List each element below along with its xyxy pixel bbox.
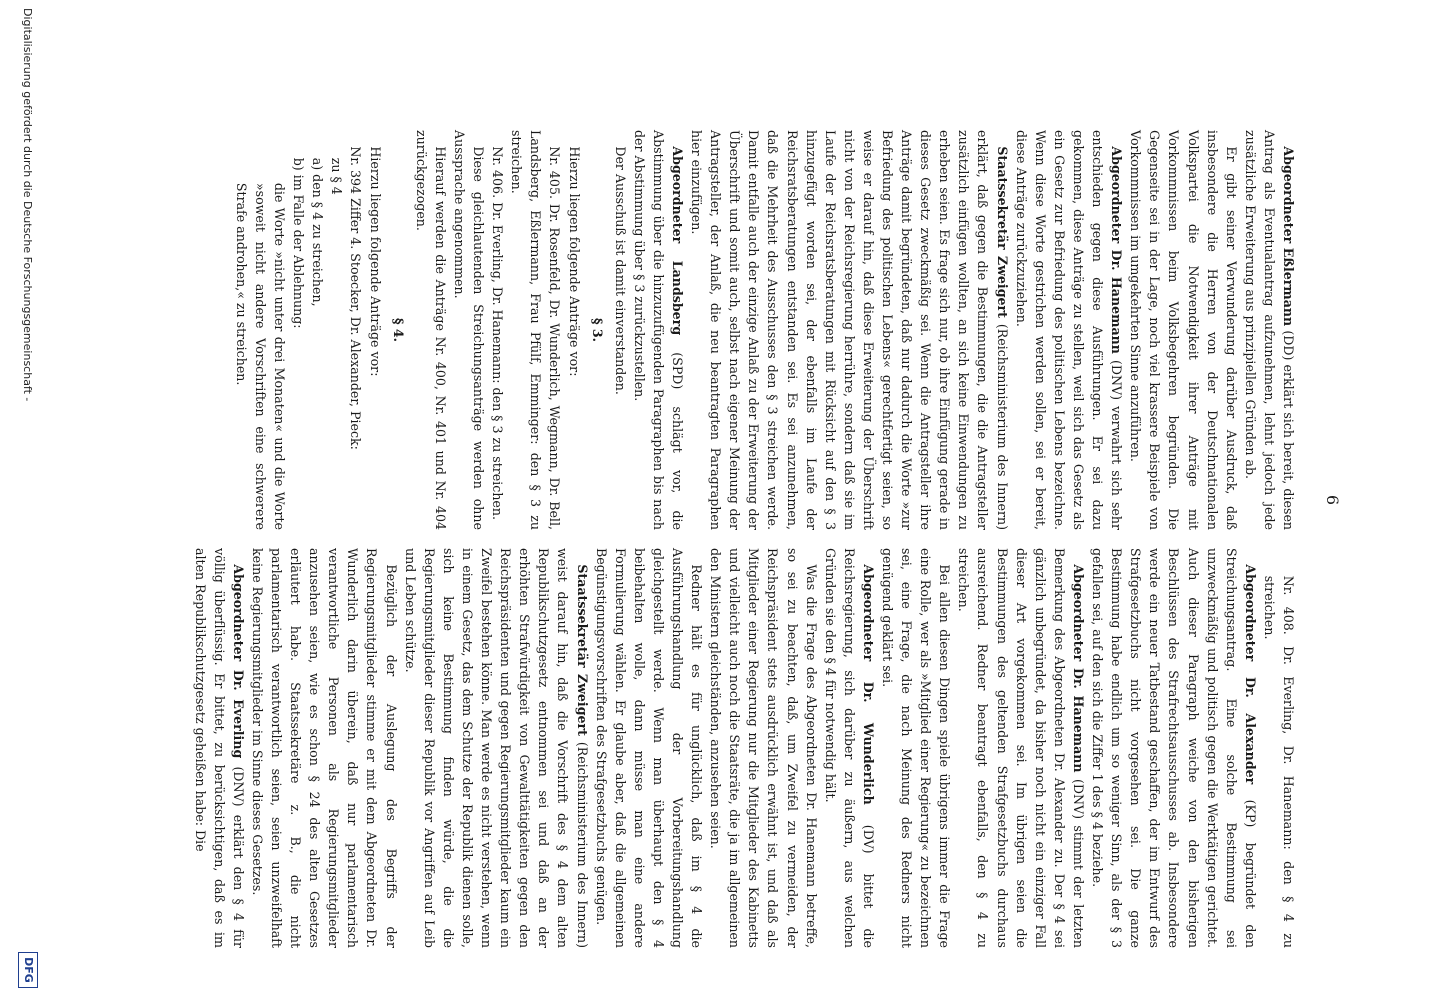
paragraph-text: (SPD) schlägt vor, die Abstimmung über die hinzuzufügenden Paragraphen bis nach der Abstimmung über § 3 zurückzustellen.: [631, 130, 685, 530]
right-column: [191, 548, 1298, 948]
paragraph-text: Redner hält es für unglücklich, daß im § 4 die Ausführungshandlung der Vorbereitungshandlung gleichgestellt werde. Wenn man überhaupt den § 4 beibehalten wolle, dann müsse man eine andere Formulierung wählen. Er glaube aber, daß die allgemeinen Begünstigungsvorschriften des Strafgesetzbuchs genügen.: [593, 548, 705, 948]
page-number: 6: [1323, 494, 1342, 506]
paragraph-text: Er gibt seiner Verwunderung darüber Ausdruck, daß insbesondere die Herren von der Deutschnationalen Volkspartei die Notwendigkeit ihrer Anträge mit Vorkommnissen beim Volksbegehren begründen. Die Gegenseite sei in der Lage, noch viel krassere Beispiele von Vorkommnissen im umgekehrten Sinne anzuführen.: [1128, 130, 1239, 530]
paragraph-text: Bei allen diesen Dingen spiele übrigens immer die Frage eine Rolle, wer als »Mitglied einer Regierung« zu bezeichnen sei, eine Frage, die nach Meinung des Redners nicht genügend geklärt sei.: [880, 548, 953, 948]
paragraph: [821, 548, 878, 948]
speaker-name: Abgeordneter Dr. Wunderlich: [860, 564, 876, 805]
paragraph: [687, 130, 1012, 530]
paragraph-text: Der Ausschuß ist damit einverstanden.: [612, 146, 628, 395]
paragraph-text: (Reichsministerium des Innern) weist darauf hin, daß die Vorschrift des § 4 dem alten Republikschutzgesetz entnommen sei und daß an der erhöhten Strafwürdigkeit von Gewalttätigkeiten gegen den Reichspräsidenten und gegen Regierungsmitglieder kaum ein Zweifel bestehen könne. Man werde es nicht verstehen, wenn in einem Gesetz, das dem Schutze der Republik dienen solle, sich keine Bestimmung finden würde, die die Regierungsmitglieder dieser Republik vor Angriffen auf Leib und Leben schütze.: [402, 548, 590, 949]
paragraph-text: a) den § 4 zu streichen,: [310, 157, 326, 307]
paragraph-text: b) im Falle der Ablehnung:: [291, 157, 307, 329]
paragraph: [1260, 548, 1298, 948]
footer: [12, 0, 42, 1000]
paragraph: [1012, 130, 1127, 530]
paragraph-text: Hierzu liegen folgende Anträge vor:: [566, 146, 582, 377]
paragraph-text: Hierzu liegen folgende Anträge vor:: [367, 146, 383, 377]
dfg-logo: DFG: [18, 952, 38, 988]
paragraph: [401, 548, 592, 948]
paragraph: [232, 130, 289, 530]
speaker-name: Abgeordneter Landsberg: [670, 146, 685, 336]
speaker-name: Abgeordneter Dr. Everling: [230, 564, 246, 759]
paragraph-text: (KP) begründet den Streichungsantrag. Eine solche Bestimmung sei unzweckmäßig und politisch gegen die Werktätigen gerichtet. Auch dieser Paragraph weiche von den bisherigen Beschlüssen des Strafrechtsausschusses ab. Insbesondere werde ein neuer Tatbestand geschaffen, der im Entwurf des Strafgesetzbuchs nicht vorgesehen sei. Die ganze Bestimmung habe endlich um so weniger Sinn, als der § 3 gefallen sei, auf den sich die Ziffer 1 des § 4 beziehe.: [1090, 548, 1258, 948]
paragraph: [450, 130, 488, 530]
speaker-name: Abgeordneter Dr. Hanemann: [1109, 146, 1125, 354]
paragraph: [1241, 130, 1298, 530]
paragraph: [346, 130, 365, 530]
paragraph-text: Nr. 408. Dr. Everling, Dr. Hanemann: den § 4 zu streichen.: [1261, 575, 1296, 948]
speaker-name: Staatssekretär Zweigert: [994, 146, 1010, 318]
paragraph: [588, 130, 607, 530]
paragraph-text: (DD) erklärt sich bereit, diesen Antrag als Eventualantrag aufzunehmen, lehnt jedoch jede zusätzliche Erweiterung aus prinzipiellen Gründen ab.: [1242, 130, 1296, 531]
paragraph-text: (DNV) stimmt der letzten Bemerkung des Abgeordneten Dr. Alexander zu. Der § 4 sei gänzlich unbegründet, da bisher noch nicht ein einziger Fall dieser Art vorgekommen sei. Im übrigen seien die Bestimmungen des geltenden Strafgesetzbuchs durchaus ausreichend. Redner beantragt ebenfalls, den § 4 zu streichen.: [956, 548, 1086, 948]
speaker-name: Abgeordneter Eßlermann: [1281, 146, 1296, 327]
paragraph-text: (DNV) verwahrt sich sehr entschieden gegen diese Ausführungen. Er sei dazu gekommen, diese Anträge zu stellen, weil sich das Gesetz als ein Gesetz zur Befriedung des politischen Lebens bezeichne. Wenn diese Worte gestrichen werden sollen, sei er bereit, diese Anträge zurückzuziehen.: [1013, 130, 1125, 531]
paragraph-text: die Worte »nicht unter drei Monaten« und die Worte »soweit nicht andere Vorschriften eine schwerere Strafe androhen,« zu streichen.: [233, 182, 288, 530]
speaker-name: Abgeordneter Dr. Hanemann: [1070, 564, 1086, 773]
digitization-note: Digitalisierung gefördert durch die Deutsche Forschungsgemeinschaft -: [21, 8, 34, 402]
paragraph: [1088, 548, 1260, 948]
paragraph: [308, 130, 327, 530]
paragraph: [564, 130, 583, 530]
paragraph: [327, 130, 346, 530]
paragraph-text: Nr. 406. Dr. Everling, Dr. Hanemann: den § 3 zu streichen.: [490, 146, 506, 520]
paragraph: [488, 130, 507, 530]
paragraph-text: (Reichsministerium des Innern) erklärt, daß gegen die Bestimmungen, die die Antragsteller zusätzlich einfügen wollten, an sich keine Einwendungen zu erheben seien. Es frage sich nur, ob ihre Einfügung gerade in dieses Gesetz zweckmäßig sei. Wenn die Antragsteller ihre Anträge damit begründeten, daß nur dadurch die Worte »zur Befriedung des politischen Lebens« gerechtfertigt seien, so weise er darauf hin, daß diese Erweiterung der Überschrift nicht von der Reichsregierung herrühre, sondern daß sie im Laufe der Reichsratsberatungen mit Rücksicht auf den § 3 hinzugefügt worden sei, der ebenfalls im Laufe der Reichsratsberatungen entstanden sei. Es sei anzunehmen, daß die Mehrheit des Ausschusses den § 3 streichen werde. Damit entfalle auch der einzige Anlaß zu der Erweiterung der Überschrift und somit auch, selbst nach eigener Meinung der Antragsteller, der Anlaß, die neu beantragten Paragraphen hier einzufügen.: [689, 130, 1010, 531]
paragraph: [412, 130, 450, 530]
paragraph: [954, 548, 1088, 948]
speaker-name: Staatssekretär Zweigert: [574, 564, 590, 736]
paragraph-text: Diese gleichlautenden Streichungsanträge werden ohne Aussprache angenommen.: [451, 130, 487, 530]
speaker-name: Abgeordneter Dr. Alexander: [1242, 564, 1258, 785]
paragraph: [611, 130, 630, 530]
paragraph-text: zu § 4: [329, 157, 345, 195]
paragraph: [289, 130, 308, 530]
paragraph: [191, 548, 248, 948]
paragraph: [878, 548, 954, 948]
paragraph-text: Was die Frage des Abgeordneten Dr. Hanemann betreffe, so sei zu beachten, daß, um Zweifel zu vermeiden, der Reichspräsident stets ausdrücklich erwähnt ist, und daß als Mitglieder einer Regierung nur die Mitglieder des Kabinetts und vielleicht auch noch die Staatsräte, die ja im allgemeinen den Ministern gleichständen, anzusehen seien.: [708, 548, 819, 948]
paragraph-text: (DV) bittet die Reichsregierung, sich darüber zu äußern, aus welchen Gründen sie den § 4 für notwendig hält.: [822, 548, 876, 949]
paragraph: [248, 548, 401, 948]
paragraph: [366, 130, 385, 530]
paragraph-text: Hierauf werden die Anträge Nr. 400, Nr. 401 und Nr. 404 zurückgezogen.: [413, 130, 448, 530]
paragraph-text: Bezüglich der Auslegung des Begriffs der Regierungsmitglieder stimme er mit dem Abgeordneten Dr. Wunderlich darin überein, daß nur parlamentarisch verantwortliche Personen als Regierungsmitglieder anzusehen seien, wie es schon § 24 des alten Gesetzes erläutert habe. Staatssekretäre z. B., die nicht parlamentarisch verantwortlich seien, seien unzweifelhaft keine Regierungsmitglieder im Sinne dieses Gesetzes.: [249, 548, 399, 948]
paragraph-text: Nr. 405. Dr. Rosenfeld, Dr. Wunderlich, Wegmann, Dr. Bell, Landsberg, Eßlermann, Frau Pfülf, Emminger: den § 3 zu streichen.: [509, 130, 563, 530]
paragraph: [1126, 130, 1241, 530]
paragraph: [706, 548, 821, 948]
paragraph-text: § 3.: [589, 317, 605, 343]
paragraph: [507, 130, 564, 530]
paragraph: [592, 548, 707, 948]
paragraph-text: (DNV) erklärt den § 4 für völlig überflüssig. Er bittet, zu berücksichtigen, daß es im alten Republikschutzgesetz geheißen habe: Die: [192, 548, 246, 948]
paragraph: [630, 130, 687, 530]
left-column: [232, 130, 1298, 530]
paragraph-text: Nr. 394 Ziffer 4. Stoecker, Dr. Alexander, Pieck:: [348, 146, 364, 450]
paragraph-text: § 4.: [390, 317, 406, 343]
paragraph: [389, 130, 408, 530]
